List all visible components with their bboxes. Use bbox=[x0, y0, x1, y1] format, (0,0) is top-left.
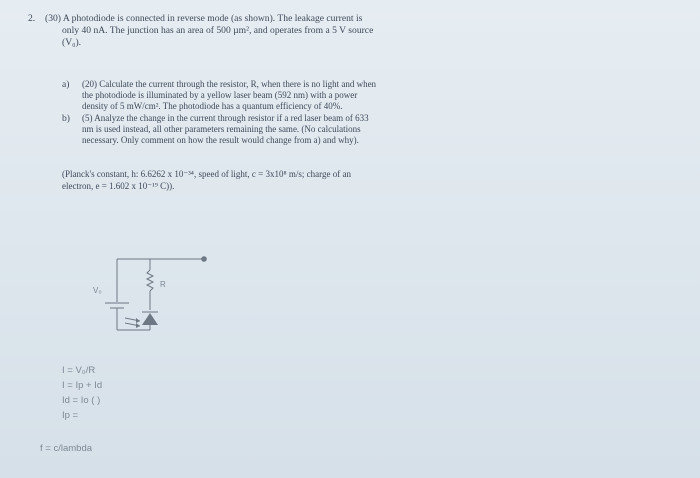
resistor-label: R bbox=[160, 280, 166, 289]
part-a-line-2: the photodiode is illuminated by a yellow laser beam (592 nm) with a power bbox=[82, 90, 358, 100]
part-a-line-3: density of 5 mW/cm². The photodiode has a quantum efficiency of 40%. bbox=[82, 101, 343, 111]
part-a-line-1: (20) Calculate the current through the resistor, R, when there is no light and when bbox=[82, 79, 377, 89]
source-label: V₀ bbox=[93, 286, 102, 295]
part-b-label: b) bbox=[62, 113, 70, 124]
question-line-2: only 40 nA. The junction has an area of 500 µm², and operates from a 5 V source bbox=[62, 25, 374, 36]
question-number: 2. bbox=[28, 13, 36, 24]
question-line-3: (V₀). bbox=[62, 37, 82, 48]
question-line-1: (30) A photodiode is connected in reverse mode (as shown). The leakage current is bbox=[45, 13, 363, 24]
part-b-line-1: (5) Analyze the change in the current through resistor if a red laser beam of 633 bbox=[82, 113, 369, 123]
part-b-line-3: necessary. Only comment on how the result would change from a) and why). bbox=[82, 135, 359, 145]
part-b-line-2: nm is used instead, all other parameters remaining the same. (No calculations bbox=[82, 124, 361, 134]
note-line-3: Id = Io ( ) bbox=[62, 395, 101, 406]
note-line-5: f = c/lambda bbox=[40, 443, 93, 454]
note-line-4: Ip = bbox=[62, 410, 79, 421]
resistor-zigzag bbox=[147, 270, 153, 291]
note-line-2: I = Ip + Id bbox=[62, 380, 103, 391]
diode-triangle bbox=[142, 313, 158, 325]
constants-line-2: electron, e = 1.602 x 10⁻¹⁹ C)). bbox=[62, 181, 175, 191]
terminal-node bbox=[202, 257, 207, 262]
note-line-1: I = V₀/R bbox=[62, 365, 96, 376]
part-a-label: a) bbox=[62, 79, 70, 90]
constants-line-1: (Planck's constant, h: 6.6262 x 10⁻³⁴, speed of light, c = 3x10⁸ m/s; charge of an bbox=[62, 169, 351, 179]
